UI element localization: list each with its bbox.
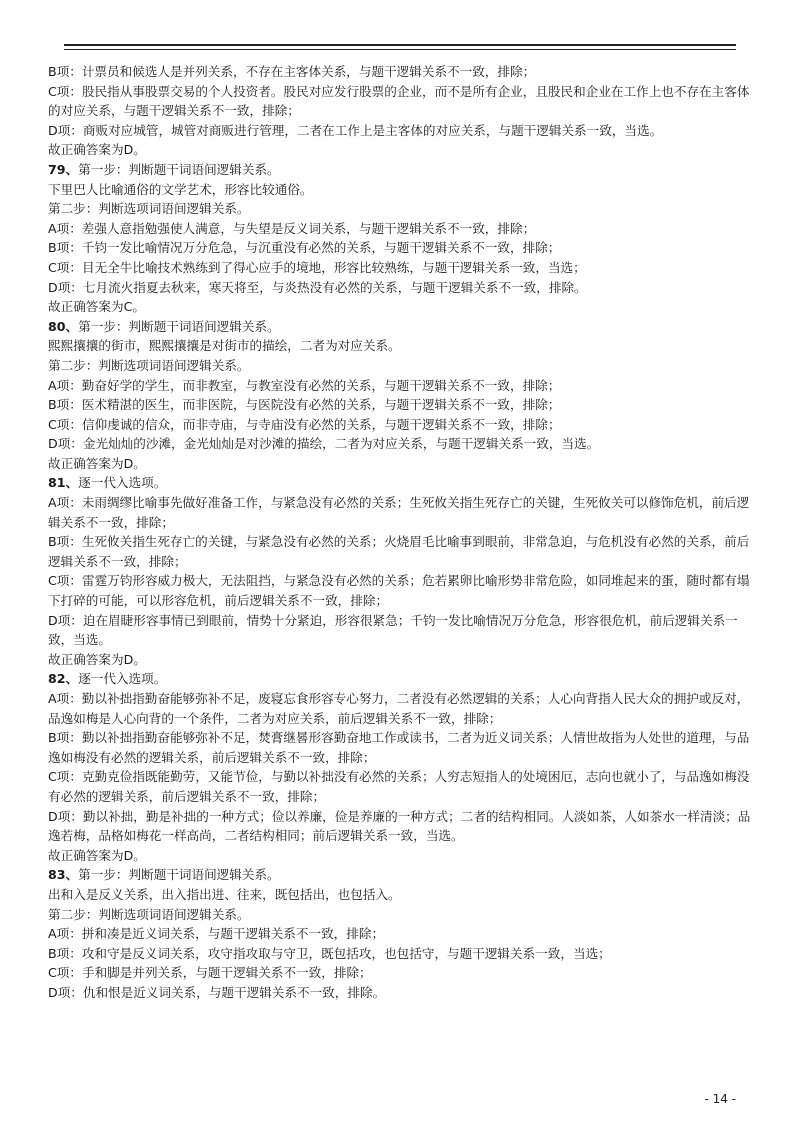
line-text: A项：勤奋好学的学生，而非教室，与教室没有必然的关系，与题干逻辑关系不一致，排除； <box>48 377 561 393</box>
text-line <box>48 376 758 396</box>
line-text: 第二步：判断选项词语间逻辑关系。 <box>48 201 250 217</box>
line-text: A项：拼和凑是近义词关系，与题干逻辑关系不一致，排除； <box>48 926 385 942</box>
line-text: D项：迫在眉睫形容事情已到眼前，情势十分紧迫，形容很紧急；千钧一发比喻情况万分危急，形容很危机，前后逻辑关系一致，当选。 <box>48 612 738 648</box>
text-line <box>48 532 758 571</box>
text-line <box>48 905 758 925</box>
line-text: 逐一代入选项。 <box>78 671 167 687</box>
line-text: 故正确答案为D。 <box>48 847 146 863</box>
line-text: 出和入是反义关系，出入指出进、往来，既包括出，也包括入。 <box>48 886 401 902</box>
text-line <box>48 689 758 728</box>
line-text: 故正确答案为D。 <box>48 142 146 158</box>
text-line <box>48 297 758 317</box>
text-line <box>48 493 758 532</box>
question-heading-line <box>48 317 758 337</box>
line-text: C项：股民指从事股票交易的个人投资者。股民对应发行股票的企业，而不是所有企业，且股民和企业在工作上也不存在主客体的对应关系，与题干逻辑关系不一致，排除； <box>48 83 750 119</box>
text-line <box>48 924 758 944</box>
line-text: 第二步：判断选项词语间逻辑关系。 <box>48 357 250 373</box>
line-text: 第二步：判断选项词语间逻辑关系。 <box>48 906 250 922</box>
question-number: 82、 <box>48 671 79 687</box>
line-text: D项：金光灿灿的沙滩，金光灿灿是对沙滩的描绘，二者为对应关系，与题干逻辑关系一致，当选。 <box>48 436 600 452</box>
question-number: 79、 <box>48 161 79 177</box>
text-line <box>48 395 758 415</box>
text-line <box>48 885 758 905</box>
line-text: 故正确答案为D。 <box>48 455 146 471</box>
line-text: D项：勤以补拙，勤是补拙的一种方式；俭以养廉，俭是养廉的一种方式；二者的结构相同。人淡如茶，人如茶水一样清淡；品逸若梅，品格如梅花一样高尚，二者结构相同；前后逻辑关系一致，当选。 <box>48 808 751 844</box>
text-line <box>48 983 758 1003</box>
line-text: B项：计票员和候选人是并列关系，不存在主客体关系，与题干逻辑关系不一致，排除； <box>48 64 536 79</box>
text-line <box>48 278 758 298</box>
question-heading-line <box>48 669 758 689</box>
line-text: 下里巴人比喻通俗的文学艺术，形容比较通俗。 <box>48 181 313 197</box>
text-line <box>48 121 758 141</box>
line-text: B项：千钧一发比喻情况万分危急，与沉重没有必然的关系，与题干逻辑关系不一致，排除； <box>48 240 561 256</box>
text-line <box>48 82 758 121</box>
text-line <box>48 258 758 278</box>
text-line <box>48 728 758 767</box>
question-number: 81、 <box>48 475 79 491</box>
line-text: D项：仇和恨是近义词关系，与题干逻辑关系不一致，排除。 <box>48 984 386 1000</box>
text-line <box>48 963 758 983</box>
answer-explanations <box>48 62 758 1003</box>
line-text: 第一步：判断题干词语间逻辑关系。 <box>78 318 280 334</box>
line-text: B项：勤以补拙指勤奋能够弥补不足，焚膏继晷形容勤奋地工作或读书，二者为近义词关系；人情世故指为人处世的道理，与品逸如梅没有必然的逻辑关系，前后逻辑关系不一致，排除； <box>48 730 750 765</box>
header-rule-thin <box>64 49 736 50</box>
line-text: 熙熙攘攘的街市，熙熙攘攘是对街市的描绘，二者为对应关系。 <box>48 338 401 354</box>
text-line <box>48 571 758 610</box>
text-line <box>48 140 758 160</box>
text-line <box>48 415 758 435</box>
header-rule-thick <box>64 44 736 46</box>
line-text: 第一步：判断题干词语间逻辑关系。 <box>78 161 280 177</box>
line-text: 故正确答案为D。 <box>48 651 146 667</box>
line-text: 逐一代入选项。 <box>78 475 167 491</box>
text-line <box>48 944 758 964</box>
text-line <box>48 650 758 670</box>
text-line <box>48 434 758 454</box>
line-text: C项：雷霆万钧形容威力极大，无法阻挡，与紧急没有必然的关系；危若累卵比喻形势非常危险，如同堆起来的蛋，随时都有塌下打碎的可能，可以形容危机，前后逻辑关系不一致，排除； <box>48 573 750 609</box>
text-line <box>48 356 758 376</box>
line-text: 故正确答案为C。 <box>48 299 145 315</box>
line-text: B项：生死攸关指生死存亡的关键，与紧急没有必然的关系；火烧眉毛比喻事到眼前，非常急迫，与危机没有必然的关系，前后逻辑关系不一致，排除； <box>48 534 750 569</box>
line-text: 第一步：判断题干词语间逻辑关系。 <box>78 867 280 883</box>
text-line <box>48 219 758 239</box>
text-line <box>48 846 758 866</box>
line-text: C项：信仰虔诚的信众，而非寺庙，与寺庙没有必然的关系，与题干逻辑关系不一致，排除； <box>48 416 561 432</box>
text-line <box>48 199 758 219</box>
text-line <box>48 238 758 258</box>
line-text: C项：目无全牛比喻技术熟练到了得心应手的境地，形容比较熟练，与题干逻辑关系一致，当选； <box>48 259 586 275</box>
question-heading-line <box>48 160 758 180</box>
line-text: D项：商贩对应城管，城管对商贩进行管理，二者在工作上是主客体的对应关系，与题干逻辑关系一致，当选。 <box>48 122 663 138</box>
line-text: C项：克勤克俭指既能勤劳，又能节俭，与勤以补拙没有必然的关系；人穷志短指人的处境困厄，志向也就小了，与品逸如梅没有必然的逻辑关系，前后逻辑关系不一致，排除； <box>48 769 750 804</box>
question-number: 80、 <box>48 318 79 334</box>
line-text: A项：勤以补拙指勤奋能够弥补不足，废寝忘食形容专心努力，二者没有必然逻辑的关系；人心向背指人民大众的拥护或反对，品逸如梅是人心向背的一个条件，二者为对应关系，前后逻辑关系不一致，排除； <box>48 691 750 726</box>
line-text: A项：未雨绸缪比喻事先做好准备工作，与紧急没有必然的关系；生死攸关指生死存亡的关键，生死攸关可以修饰危机，前后逻辑关系不一致，排除； <box>48 495 750 530</box>
page-number: - 14 - <box>704 1092 736 1106</box>
line-text: D项：七月流火指夏去秋来，寒天将至，与炎热没有必然的关系，与题干逻辑关系不一致，排除。 <box>48 279 587 295</box>
text-line <box>48 807 758 846</box>
question-number: 83、 <box>48 867 79 883</box>
text-line <box>48 180 758 200</box>
line-text: C项：手和脚是并列关系，与题干逻辑关系不一致，排除； <box>48 965 372 981</box>
text-line <box>48 611 758 650</box>
line-text: B项：医术精湛的医生，而非医院，与医院没有必然的关系，与题干逻辑关系不一致，排除； <box>48 397 561 413</box>
line-text: A项：差强人意指勉强使人满意，与失望是反义词关系，与题干逻辑关系不一致，排除； <box>48 220 536 236</box>
text-line <box>48 336 758 356</box>
question-heading-line <box>48 865 758 885</box>
question-heading-line <box>48 473 758 493</box>
text-line <box>48 767 758 806</box>
line-text: B项：攻和守是反义词关系，攻守指攻取与守卫，既包括攻，也包括守，与题干逻辑关系一致，当选； <box>48 945 611 961</box>
text-line <box>48 62 758 82</box>
text-line <box>48 454 758 474</box>
